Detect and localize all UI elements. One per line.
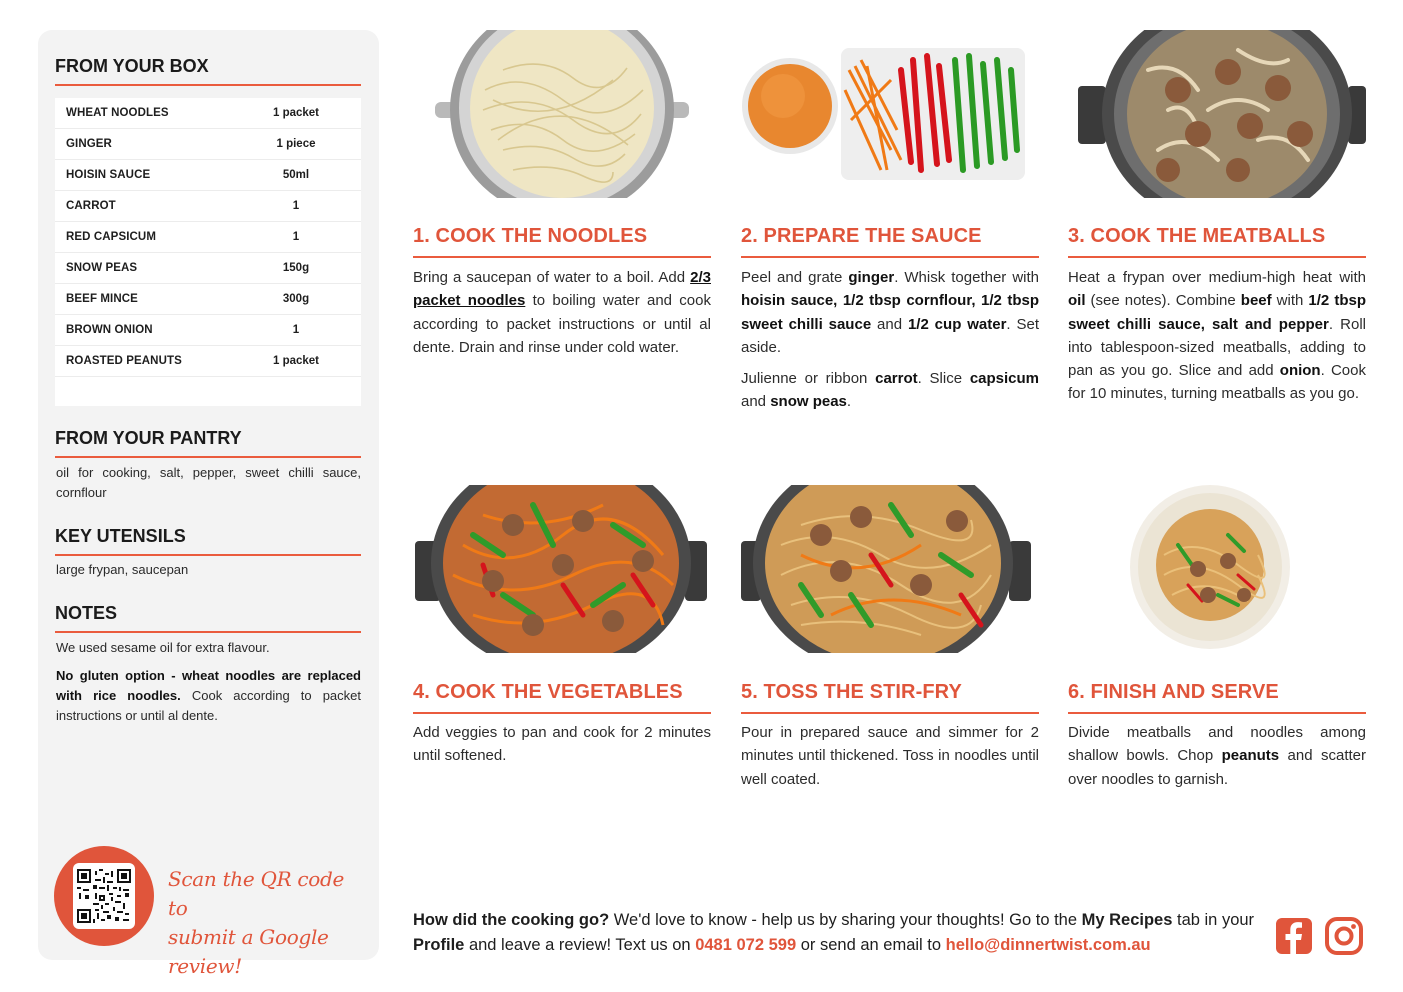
step-5-body: [741, 721, 1039, 791]
ingredient-qty: 50ml: [282, 169, 310, 181]
utensils-text: large frypan, saucepan: [56, 562, 189, 577]
step-2-text: . Whisk together with: [894, 269, 1040, 286]
footer-highlight: Profile: [413, 936, 465, 954]
ingredient-name: ROASTED PEANUTS: [66, 355, 182, 367]
footer-highlight: My Recipes: [1081, 911, 1173, 929]
step-3-body: [1068, 266, 1366, 406]
ingredient-qty: 1: [292, 231, 300, 243]
stir-fry-in-frypan-photo: [741, 485, 1039, 653]
step-2-text: Peel and grate: [741, 269, 849, 286]
instagram-icon[interactable]: [1325, 917, 1363, 955]
ingredient-name: BROWN ONION: [66, 324, 153, 336]
step-5-title: 5. TOSS THE STIR-FRY: [741, 681, 1039, 714]
step-6-body: [1068, 721, 1366, 791]
qr-badge[interactable]: [54, 846, 154, 946]
ingredient-row: [55, 160, 361, 191]
step-2-highlight: carrot: [875, 370, 918, 388]
feedback-footer: [413, 908, 1263, 958]
step-4-body: [413, 721, 711, 768]
step-2-text: Julienne or ribbon: [741, 370, 876, 388]
from-your-pantry-title: FROM YOUR PANTRY: [55, 428, 361, 458]
step-3-highlight: onion: [1279, 362, 1321, 380]
sauce-and-sliced-vegetables-photo: [741, 30, 1039, 198]
step-3-text: (see notes). Combine: [1085, 292, 1241, 310]
step-2-highlight: hoisin sauce, 1/2 tbsp cornflour, 1/2 tbsp sweet chilli sauce: [741, 292, 1039, 333]
ingredient-qty: 1 piece: [276, 138, 316, 150]
ingredient-name: RED CAPSICUM: [66, 231, 157, 243]
ingredient-name: GINGER: [66, 138, 112, 150]
from-your-box-title: FROM YOUR BOX: [55, 56, 361, 86]
step-3-highlight: oil: [1068, 292, 1086, 310]
footer-text: We'd love to know - help us by sharing your thoughts! Go to the: [609, 911, 1082, 929]
step-3-highlight: 1/2 tbsp sweet chilli sauce, salt and pepper: [1068, 292, 1366, 333]
key-utensils-title: KEY UTENSILS: [55, 526, 361, 556]
step-3-text: . Cook for 10 minutes, turning meatballs as you go.: [1068, 362, 1366, 403]
qr-promo-line-1: Scan the QR code to: [168, 867, 345, 920]
step-3-text: Heat a frypan over medium-high heat with: [1068, 269, 1366, 286]
ingredient-row: [55, 284, 361, 315]
ingredient-row: [55, 98, 361, 129]
qr-code-icon: [77, 869, 131, 923]
ingredient-name: BEEF MINCE: [66, 293, 138, 305]
footer-text: or send an email to: [796, 936, 946, 954]
step-2-highlight: capsicum: [969, 370, 1040, 388]
ingredient-name: SNOW PEAS: [66, 262, 138, 274]
ingredient-qty: 150g: [282, 262, 310, 274]
ingredient-name: HOISIN SAUCE: [66, 169, 151, 181]
phone-link[interactable]: 0481 072 599: [695, 936, 797, 954]
notes-title: NOTES: [55, 603, 361, 633]
step-2-text: and: [871, 315, 908, 333]
ingredient-qty: 1: [292, 324, 300, 336]
vegetables-in-frypan-photo: [413, 485, 711, 653]
sidebar: [38, 30, 379, 978]
step-4-text: Add veggies to pan and cook for 2 minutes until softened.: [413, 724, 711, 765]
notes-rest: Cook according to packet instructions or until al dente.: [56, 688, 361, 723]
step-1-title: 1. COOK THE NOODLES: [413, 225, 711, 258]
meatballs-in-frypan-photo: [1068, 30, 1366, 198]
footer-text: and leave a review! Text us on: [464, 936, 696, 954]
step-2-text: .: [846, 393, 852, 411]
step-3-text: with: [1271, 292, 1309, 310]
ingredient-row: [55, 315, 361, 346]
step-6-text: and scatter over noodles to garnish.: [1068, 747, 1366, 788]
qr-promo-text: [168, 865, 368, 981]
qr-code-card: [73, 863, 135, 929]
step-4-title: 4. COOK THE VEGETABLES: [413, 681, 711, 714]
ingredient-qty: 1 packet: [272, 355, 320, 367]
step-2-text: . Set aside.: [741, 315, 1039, 356]
ingredient-row: [55, 253, 361, 284]
ingredient-row: [55, 222, 361, 253]
step-2-text: and: [741, 393, 771, 411]
step-2-body: [741, 266, 1039, 414]
step-6-highlight: peanuts: [1221, 747, 1280, 765]
ingredient-name: CARROT: [66, 200, 116, 212]
step-1-text: to boiling water and cook according to packet instructions or until al dente. Drain and rinse under cold water.: [413, 292, 711, 356]
served-bowl-photo: [1068, 485, 1366, 653]
step-3-highlight: beef: [1240, 292, 1272, 310]
footer-lead: How did the cooking go?: [413, 911, 610, 929]
ingredient-qty: 1 packet: [272, 107, 320, 119]
notes-text-1: We used sesame oil for extra flavour.: [56, 640, 270, 655]
ingredient-name: WHEAT NOODLES: [66, 107, 169, 119]
ingredient-row: [55, 129, 361, 160]
step-1-body: [413, 266, 711, 359]
ingredient-qty: 1: [292, 200, 300, 212]
notes-text-2: [56, 666, 361, 726]
step-2-text: . Slice: [917, 370, 970, 388]
ingredient-qty: 300g: [282, 293, 310, 305]
step-6-title: 6. FINISH AND SERVE: [1068, 681, 1366, 714]
notes-bold: No gluten option - wheat noodles are replaced with rice noodles.: [56, 668, 361, 703]
step-2-title: 2. PREPARE THE SAUCE: [741, 225, 1039, 258]
step-1-text: Bring a saucepan of water to a boil. Add: [413, 269, 691, 286]
qr-promo-line-2: submit a Google review!: [168, 925, 329, 978]
pantry-text: oil for cooking, salt, pepper, sweet chilli sauce, cornflour: [56, 465, 361, 500]
ingredient-row: [55, 191, 361, 222]
step-3-title: 3. COOK THE MEATBALLS: [1068, 225, 1366, 258]
facebook-icon[interactable]: [1275, 917, 1313, 955]
ingredients-table: [55, 98, 361, 406]
ingredient-row: [55, 346, 361, 377]
step-1-highlight: 2/3 packet noodles: [413, 269, 711, 310]
step-5-text: Pour in prepared sauce and simmer for 2 minutes until thickened. Toss in noodles until well coated.: [741, 724, 1039, 788]
step-2-highlight: ginger: [848, 269, 895, 286]
step-6-text: Divide meatballs and noodles among shallow bowls. Chop: [1068, 724, 1366, 765]
step-2-highlight: snow peas: [770, 393, 847, 411]
footer-text: tab in your: [1172, 911, 1255, 929]
step-2-highlight: 1/2 cup water: [907, 315, 1007, 333]
email-link[interactable]: hello@dinnertwist.com.au: [945, 936, 1151, 954]
step-3-text: . Roll into tablespoon-sized meatballs, adding to pan as you go. Slice and add: [1068, 315, 1366, 380]
noodles-in-saucepan-photo: [413, 30, 711, 198]
